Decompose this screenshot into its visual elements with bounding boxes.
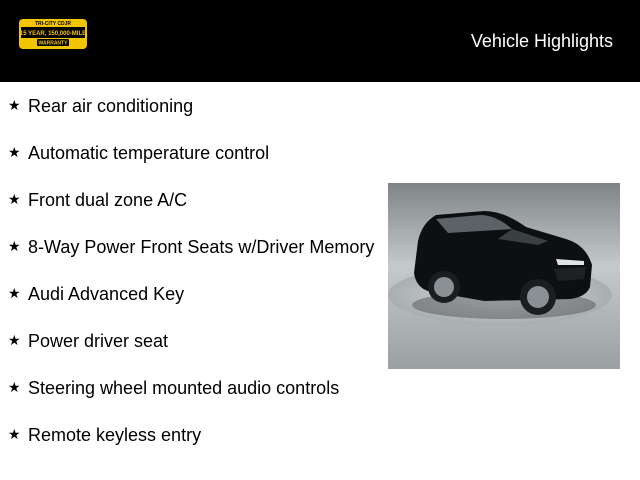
feature-list [8, 94, 380, 470]
star-icon: ★ [8, 144, 21, 160]
feature-item [8, 94, 380, 118]
vehicle-photo [388, 183, 620, 369]
feature-label: Rear air conditioning [28, 96, 194, 116]
feature-item [8, 423, 380, 447]
star-icon: ★ [8, 238, 21, 254]
feature-label: Automatic temperature control [28, 143, 270, 163]
svg-text:15 YEAR, 150,000-MILE: 15 YEAR, 150,000-MILE [19, 31, 87, 37]
svg-text:TRI-CITY CDJR: TRI-CITY CDJR [34, 21, 72, 27]
feature-label: Power driver seat [28, 331, 169, 351]
feature-label: 8-Way Power Front Seats w/Driver Memory [28, 237, 375, 257]
feature-label: Front dual zone A/C [28, 190, 188, 210]
feature-label: Remote keyless entry [28, 425, 202, 445]
feature-item [8, 188, 380, 212]
header-bar [0, 0, 640, 82]
feature-item [8, 235, 380, 259]
star-icon: ★ [8, 191, 21, 207]
feature-item [8, 376, 380, 400]
star-icon: ★ [8, 332, 21, 348]
star-icon: ★ [8, 285, 21, 301]
star-icon: ★ [8, 426, 21, 442]
feature-item [8, 141, 380, 165]
feature-item [8, 329, 380, 353]
star-icon: ★ [8, 379, 21, 395]
warranty-logo [19, 19, 87, 49]
feature-label: Steering wheel mounted audio controls [28, 378, 340, 398]
feature-item [8, 282, 380, 306]
page-title: Vehicle Highlights [470, 31, 613, 51]
feature-label: Audi Advanced Key [28, 284, 185, 304]
star-icon: ★ [8, 97, 21, 113]
svg-text:WARRANTY: WARRANTY [38, 40, 68, 47]
